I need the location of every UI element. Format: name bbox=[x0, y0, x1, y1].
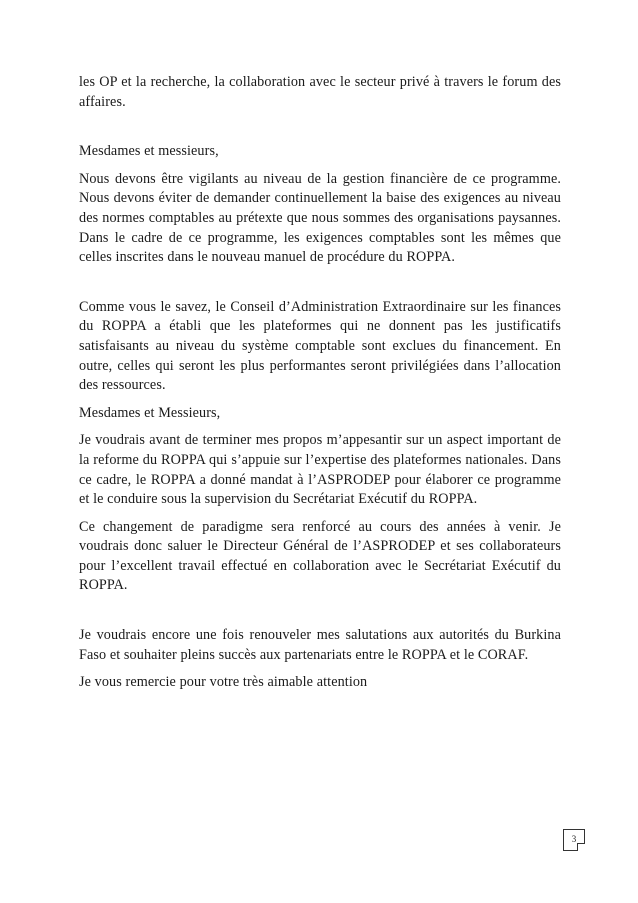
page-number: 3 bbox=[571, 834, 577, 844]
paragraph-reforme-roppa: Je voudrais avant de terminer mes propos m’appesantir sur un aspect important de la reforme du ROPPA qui s’appuie sur l’expertise des plateformes nationales. Dans ce cadre, le ROPPA a donné mandat à l’ASPRODEP pour élaborer ce programme et le conduire sous la supervision du Secrétariat Exécutif du ROPPA. bbox=[79, 432, 561, 508]
paragraph-gestion-financiere: Nous devons être vigilants au niveau de la gestion financière de ce programme. Nous devons éviter de demander continuellement la baise des exigences au niveau des normes comptables au prétexte que nous sommes des organisations paysannes. Dans le cadre de ce programme, les exigences comptables sont les mêmes que celles inscrites dans le nouveau manuel de procédure du ROPPA. bbox=[79, 170, 561, 266]
paragraph-op-recherche: les OP et la recherche, la collaboration avec le secteur privé à travers le forum des affaires. bbox=[79, 74, 561, 110]
page-body bbox=[79, 73, 561, 693]
salutation-mesdames-messieurs: Mesdames et messieurs, bbox=[79, 143, 219, 160]
paragraph-conseil-administration: Comme vous le savez, le Conseil d’Administration Extraordinaire sur les finances du ROPPA a établi que les plateformes qui ne donnent pas les justificatifs satisfaisants au niveau du système comptable sont exclues du financement. En outre, celles qui seront les plus performantes seront privilégiées dans l’allocation des ressources. bbox=[79, 298, 561, 394]
page-number-box bbox=[563, 829, 585, 851]
closing-remerciements: Je vous remercie pour votre très aimable attention bbox=[79, 674, 368, 691]
salutation-mesdames-messieurs-2: Mesdames et Messieurs, bbox=[79, 404, 221, 421]
folded-corner-icon bbox=[577, 843, 585, 851]
paragraph-changement-paradigme: Ce changement de paradigme sera renforcé au cours des années à venir. Je voudrais donc saluer le Directeur Général de l’ASPRODEP et ses collaborateurs pour l’excellent travail effectué en collaboration avec le Secrétariat Exécutif du ROPPA. bbox=[79, 518, 561, 594]
paragraph-salutations-burkina: Je voudrais encore une fois renouveler mes salutations aux autorités du Burkina Faso et souhaiter pleins succès aux partenariats entre le ROPPA et le CORAF. bbox=[79, 627, 561, 663]
